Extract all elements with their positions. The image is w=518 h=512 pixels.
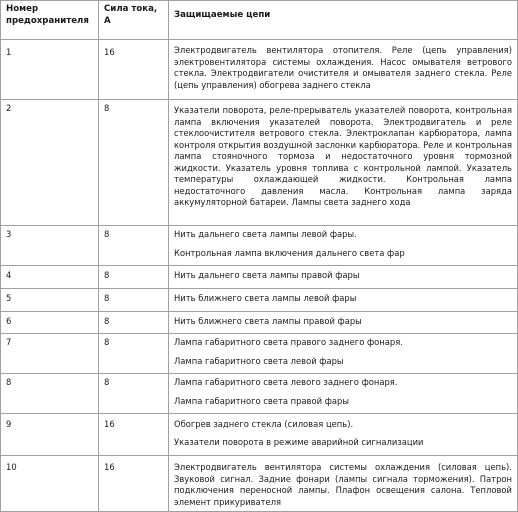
- fuse-number: 5: [6, 293, 12, 303]
- fuse-current: 16: [104, 462, 115, 472]
- fuse-number: 9: [6, 419, 12, 429]
- header-current: Сила тока, А: [104, 4, 158, 26]
- fuse-number: 10: [6, 462, 17, 472]
- fuse-number: 6: [6, 316, 12, 326]
- fuse-current: 8: [104, 270, 110, 280]
- fuse-current: 8: [104, 103, 110, 113]
- fuse-circuit-line: Лампа габаритного света правой фары: [174, 396, 349, 406]
- fuse-number: 7: [6, 337, 12, 347]
- fuse-number: 1: [6, 47, 12, 57]
- fuse-circuits: Электродвигатель вентилятора отопителя. Реле (цепь управления) электровентилятора системы охлаждения. Насос омывателя ветрового стекла. Электродвигатели очистителя и омывателя заднего стекла. Реле (цепь управления) обогрева заднего стекла: [174, 45, 512, 90]
- fuse-current: 16: [104, 419, 115, 429]
- header-fuse-number: Номер предохранителя: [6, 4, 89, 26]
- fuse-number: 3: [6, 229, 12, 239]
- fuse-circuit-line: Лампа габаритного света левой фары: [174, 356, 344, 366]
- fuse-circuit-line: Лампа габаритного света левого заднего фонаря.: [174, 377, 398, 387]
- fuse-current: 8: [104, 229, 110, 239]
- fuse-circuits: Нить ближнего света лампы левой фары: [174, 293, 357, 303]
- fuse-circuits: Нить ближнего света лампы правой фары: [174, 316, 362, 326]
- fuse-circuit-line: Контрольная лампа включения дальнего света фар: [174, 248, 405, 258]
- fuse-number: 4: [6, 270, 12, 280]
- header-circuits: Защищаемые цепи: [174, 10, 271, 20]
- fuse-current: 16: [104, 47, 115, 57]
- fuse-circuits: Электродвигатель вентилятора системы охлаждения (силовая цепь). Звуковой сигнал. Задние фонари (лампы сигнала торможения). Патрон подключения переносной лампы. Плафон освещения салона. Тепловой элемент прикуривателя: [174, 462, 512, 507]
- fuse-circuit-line: Указатели поворота в режиме аварийной сигнализации: [174, 437, 424, 447]
- fuse-circuit-line: Лампа габаритного света правого заднего фонаря.: [174, 337, 403, 347]
- fuse-circuits: Указатели поворота, реле-прерыватель указателей поворота, контрольная лампа включения указателей поворота. Электродвигатель и реле стеклоочистителя ветрового стекла. Электроклапан карбюратора, лампа контроля открытия воздушной заслонки карбюратора. Реле и контрольная лампа стояночного тормоза и недостаточного уровня тормозной жидкости. Указатель уровня топлива с контрольной лампой. Указатель температуры охлаждающей жидкости. Контрольная лампа недостаточного давления масла. Контрольная лампа заряда аккумуляторной батареи. Лампы света заднего хода: [174, 105, 512, 207]
- fuse-current: 8: [104, 293, 110, 303]
- fuse-circuit-line: Нить дальнего света лампы левой фары.: [174, 229, 357, 239]
- fuse-current: 8: [104, 337, 110, 347]
- fuse-current: 8: [104, 377, 110, 387]
- fuse-number: 2: [6, 103, 12, 113]
- fuse-circuits: Нить дальнего света лампы правой фары: [174, 270, 360, 280]
- fuse-current: 8: [104, 316, 110, 326]
- fuse-number: 8: [6, 377, 12, 387]
- fuse-circuit-line: Обогрев заднего стекла (силовая цепь).: [174, 419, 354, 429]
